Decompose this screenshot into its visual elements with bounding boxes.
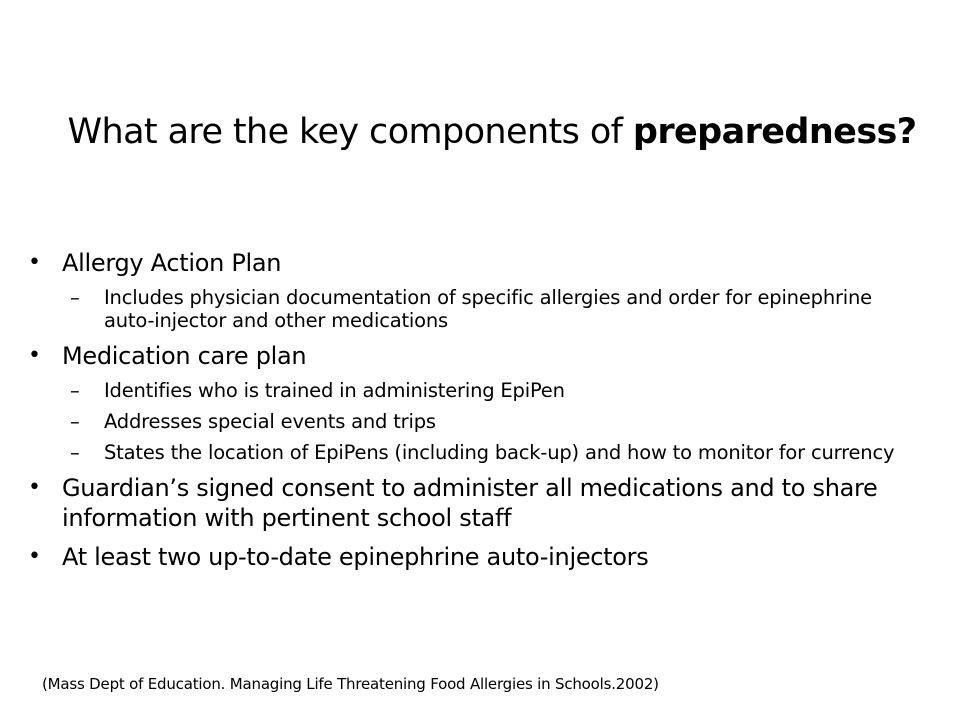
- bullet-text: Allergy Action Plan: [62, 249, 282, 277]
- bullet-text: Medication care plan: [62, 342, 307, 370]
- dash-glyph: –: [70, 379, 80, 402]
- slide-title-text: What are the key components of: [67, 112, 633, 152]
- bullet-glyph: •: [28, 250, 41, 275]
- sub-bullet-item: [28, 286, 928, 332]
- bullet-item-auto-injectors: [28, 542, 928, 572]
- dash-glyph: –: [70, 441, 80, 464]
- sub-bullet-text: Includes physician documentation of specific allergies and order for epinephrine auto-injector and other medications: [104, 286, 872, 332]
- bullet-list: [28, 248, 928, 572]
- bullet-glyph: •: [28, 544, 41, 569]
- slide-title-emphasis: preparedness?: [632, 112, 917, 152]
- dash-glyph: –: [70, 410, 80, 433]
- dash-glyph: –: [70, 286, 80, 309]
- bullet-glyph: •: [28, 343, 41, 368]
- sub-bullet-item: [28, 379, 928, 402]
- sub-bullet-text: Identifies who is trained in administering EpiPen: [104, 379, 565, 402]
- sub-bullet-item: [28, 410, 928, 433]
- sub-bullet-text: Addresses special events and trips: [104, 410, 436, 433]
- bullet-item-allergy-action-plan: [28, 248, 928, 278]
- bullet-item-guardian-consent: [28, 473, 928, 533]
- sub-bullet-text: States the location of EpiPens (including back-up) and how to monitor for currency: [104, 441, 895, 464]
- bullet-text: Guardian’s signed consent to administer all medications and to share information with pertinent school staff: [62, 474, 878, 532]
- source-citation: (Mass Dept of Education. Managing Life Threatening Food Allergies in Schools.2002): [42, 675, 659, 693]
- sub-bullet-item: [28, 441, 928, 464]
- slide-title: [0, 108, 960, 156]
- bullet-glyph: •: [28, 475, 41, 500]
- bullet-text: At least two up-to-date epinephrine auto-injectors: [62, 543, 649, 571]
- bullet-item-medication-care-plan: [28, 341, 928, 371]
